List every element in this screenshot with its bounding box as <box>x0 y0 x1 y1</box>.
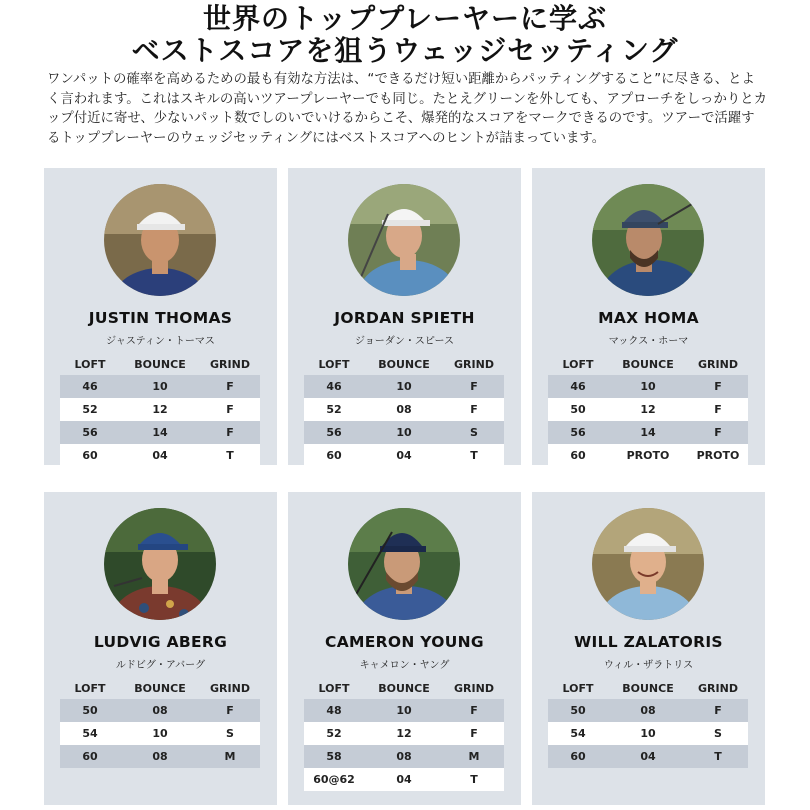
intro-paragraph: ワンパットの確率を高めるための最も有効な方法は、“できるだけ短い距離からパッティングすること”に尽きる、とよく言われます。これはスキルの高いツアープレーヤーでも同じ。たとえグリーンを外しても、アプローチをしっかりとカップ付近に寄せ、少ないパット数でしのいでいけるからこそ、爆発的なスコアをマークできるのです。ツアーで活躍するトッププレーヤーのウェッジセッティングにはベストスコアへのヒントが詰まっています。 <box>47 72 768 146</box>
table-row <box>548 745 748 768</box>
bounce-cell: 10 <box>152 380 168 393</box>
page-title-line1: 世界のトッププレーヤーに学ぶ <box>202 2 608 35</box>
player-photo <box>592 508 704 620</box>
bounce-cell: 08 <box>152 704 168 717</box>
grind-cell: T <box>226 449 234 462</box>
loft-cell: 56 <box>82 426 98 439</box>
grind-cell: T <box>714 750 722 763</box>
loft-cell: 60 <box>570 449 586 462</box>
grind-cell: F <box>470 403 478 416</box>
loft-cell: 46 <box>82 380 98 393</box>
grind-cell: F <box>470 704 478 717</box>
loft-header: LOFT <box>318 681 350 695</box>
loft-cell: 60 <box>326 449 342 462</box>
player-photo <box>348 184 460 296</box>
bounce-header: BOUNCE <box>622 357 674 371</box>
loft-cell: 50 <box>570 403 586 416</box>
grind-cell: S <box>470 426 478 439</box>
bounce-header: BOUNCE <box>134 681 186 695</box>
bounce-cell: 10 <box>640 727 656 740</box>
player-name-kana: ジョーダン・スピース <box>355 336 454 347</box>
loft-cell: 60 <box>82 750 98 763</box>
grind-header: GRIND <box>454 681 494 695</box>
bounce-cell: 08 <box>640 704 656 717</box>
wedge-table <box>304 353 504 467</box>
grind-header: GRIND <box>698 681 738 695</box>
wedge-table <box>548 353 748 467</box>
loft-cell: 48 <box>326 704 342 717</box>
player-name-kana: ウィル・ザラトリス <box>603 660 694 671</box>
grind-cell: F <box>714 380 722 393</box>
table-header-row <box>60 353 260 375</box>
table-row <box>304 398 504 421</box>
wedge-table <box>60 353 260 467</box>
player-name: MAX HOMA <box>598 309 699 327</box>
loft-header: LOFT <box>74 681 106 695</box>
table-row <box>548 375 748 398</box>
player-photo <box>104 508 216 620</box>
loft-cell: 58 <box>326 750 342 763</box>
table-row <box>60 722 260 745</box>
loft-header: LOFT <box>74 357 106 371</box>
grind-header: GRIND <box>210 357 250 371</box>
bounce-cell: 14 <box>152 426 168 439</box>
player-card <box>288 168 521 465</box>
grind-cell: T <box>470 773 478 786</box>
player-name-kana: ジャスティン・トーマス <box>106 336 215 347</box>
loft-header: LOFT <box>318 357 350 371</box>
table-row <box>60 421 260 444</box>
grind-header: GRIND <box>698 357 738 371</box>
player-name-kana: ルドビグ・アバーグ <box>115 660 206 671</box>
table-header-row <box>304 677 504 699</box>
loft-cell: 56 <box>570 426 586 439</box>
page-title-line2: ベストスコアを狙うウェッジセッティング <box>131 34 679 67</box>
player-name: WILL ZALATORIS <box>574 633 723 651</box>
bounce-cell: 08 <box>396 403 412 416</box>
loft-cell: 54 <box>570 727 586 740</box>
grind-header: GRIND <box>210 681 250 695</box>
bounce-cell: 10 <box>396 426 412 439</box>
bounce-header: BOUNCE <box>622 681 674 695</box>
grind-cell: F <box>226 426 234 439</box>
loft-cell: 60 <box>570 750 586 763</box>
wedge-table <box>548 677 748 768</box>
bounce-header: BOUNCE <box>378 357 430 371</box>
table-row <box>548 444 748 467</box>
bounce-cell: 04 <box>640 750 656 763</box>
wedge-table <box>60 677 260 768</box>
table-row <box>304 444 504 467</box>
bounce-cell: 12 <box>152 403 168 416</box>
table-header-row <box>60 677 260 699</box>
table-row <box>304 745 504 768</box>
loft-header: LOFT <box>562 681 594 695</box>
bounce-cell: 08 <box>152 750 168 763</box>
table-row <box>304 421 504 444</box>
wedge-table <box>304 677 504 791</box>
bounce-cell: 10 <box>396 380 412 393</box>
loft-cell: 52 <box>326 403 342 416</box>
bounce-header: BOUNCE <box>134 357 186 371</box>
table-row <box>304 375 504 398</box>
table-header-row <box>548 353 748 375</box>
table-row <box>60 745 260 768</box>
player-name-kana: キャメロン・ヤング <box>359 660 450 671</box>
table-row <box>548 722 748 745</box>
loft-cell: 60 <box>82 449 98 462</box>
player-card <box>532 168 765 465</box>
table-row <box>548 421 748 444</box>
loft-cell: 46 <box>570 380 586 393</box>
grind-cell: F <box>470 727 478 740</box>
loft-header: LOFT <box>562 357 594 371</box>
grind-cell: PROTO <box>696 449 740 462</box>
grind-cell: F <box>226 403 234 416</box>
grind-cell: M <box>468 750 480 763</box>
loft-cell: 54 <box>82 727 98 740</box>
table-header-row <box>304 353 504 375</box>
player-card <box>288 492 521 805</box>
bounce-cell: 10 <box>396 704 412 717</box>
table-row <box>60 398 260 421</box>
grind-cell: F <box>226 704 234 717</box>
grind-cell: F <box>470 380 478 393</box>
bounce-header: BOUNCE <box>378 681 430 695</box>
grind-header: GRIND <box>454 357 494 371</box>
bounce-cell: 10 <box>640 380 656 393</box>
player-photo <box>104 184 216 296</box>
table-row <box>548 699 748 722</box>
bounce-cell: 12 <box>640 403 656 416</box>
bounce-cell: 10 <box>152 727 168 740</box>
grind-cell: F <box>714 403 722 416</box>
bounce-cell: PROTO <box>626 449 670 462</box>
player-name: JUSTIN THOMAS <box>88 309 233 327</box>
bounce-cell: 04 <box>152 449 168 462</box>
grind-cell: S <box>714 727 722 740</box>
player-name: LUDVIG ABERG <box>93 633 228 651</box>
grind-cell: F <box>714 704 722 717</box>
table-row <box>548 398 748 421</box>
table-row <box>304 699 504 722</box>
table-row <box>60 699 260 722</box>
table-row <box>60 444 260 467</box>
loft-cell: 52 <box>82 403 98 416</box>
bounce-cell: 14 <box>640 426 656 439</box>
player-photo <box>348 508 460 620</box>
bounce-cell: 04 <box>396 449 412 462</box>
loft-cell: 46 <box>326 380 342 393</box>
table-row <box>304 768 504 791</box>
player-name: JORDAN SPIETH <box>334 309 475 327</box>
loft-cell: 50 <box>82 704 98 717</box>
table-row <box>60 375 260 398</box>
loft-cell: 60@62 <box>313 773 355 786</box>
grind-cell: T <box>470 449 478 462</box>
bounce-cell: 08 <box>396 750 412 763</box>
player-card <box>532 492 765 805</box>
player-name: CAMERON YOUNG <box>325 633 484 651</box>
bounce-cell: 12 <box>396 727 412 740</box>
table-row <box>304 722 504 745</box>
grind-cell: F <box>714 426 722 439</box>
table-header-row <box>548 677 748 699</box>
loft-cell: 52 <box>326 727 342 740</box>
grind-cell: S <box>226 727 234 740</box>
player-photo <box>592 184 704 296</box>
loft-cell: 50 <box>570 704 586 717</box>
grind-cell: F <box>226 380 234 393</box>
grind-cell: M <box>224 750 236 763</box>
player-card <box>44 492 277 805</box>
player-name-kana: マックス・ホーマ <box>608 336 689 347</box>
player-card <box>44 168 277 465</box>
loft-cell: 56 <box>326 426 342 439</box>
bounce-cell: 04 <box>396 773 412 786</box>
